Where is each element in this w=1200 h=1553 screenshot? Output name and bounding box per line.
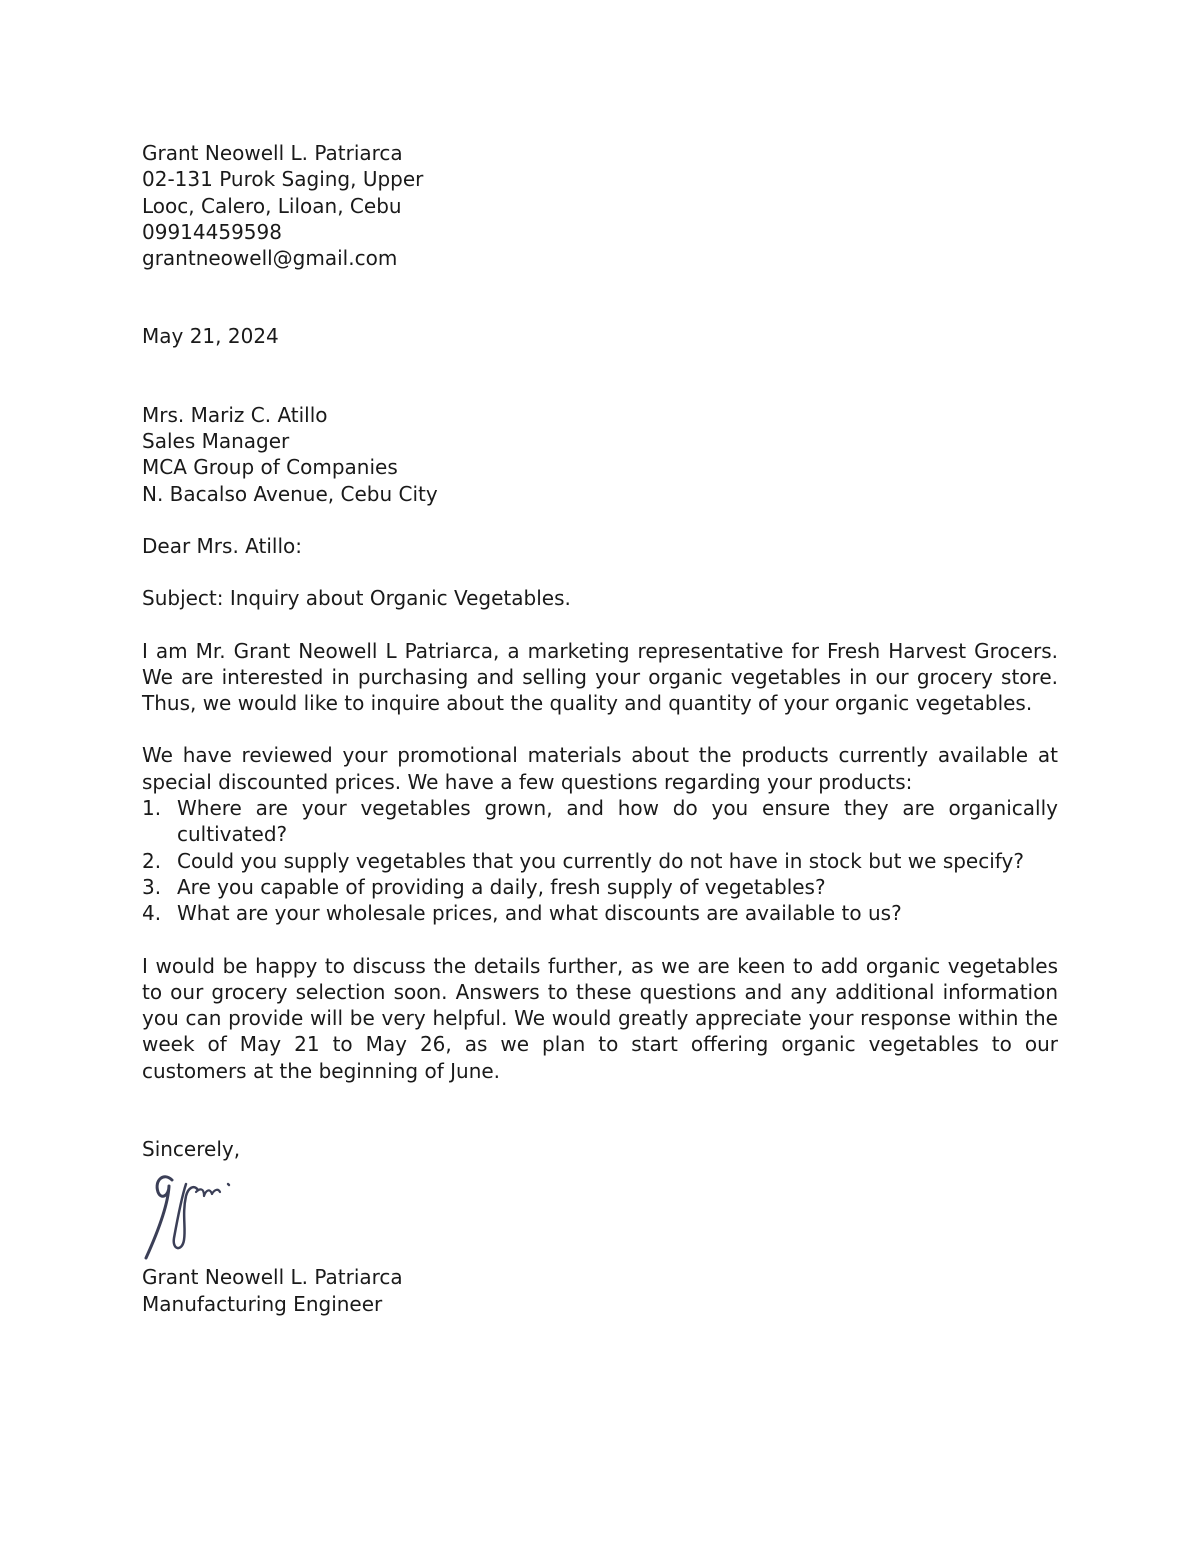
spacer — [142, 350, 1058, 402]
list-item-text: Are you capable of providing a daily, fresh supply of vegetables? — [177, 874, 826, 899]
list-item-text: Where are your vegetables grown, and how do you ensure they are organically cultivated? — [177, 796, 1058, 847]
recipient-address: N. Bacalso Avenue, Cebu City — [142, 481, 438, 506]
list-item-number: 1. — [142, 796, 162, 821]
list-item — [142, 874, 1058, 900]
list-item-text: What are your wholesale prices, and what discounts are available to us? — [177, 901, 902, 926]
spacer — [142, 1084, 1058, 1136]
list-item — [142, 900, 1058, 926]
list-item-number: 2. — [142, 848, 162, 873]
questions-list — [142, 795, 1058, 926]
spacer — [142, 559, 1058, 585]
list-item — [142, 795, 1058, 848]
list-item-number: 3. — [142, 874, 162, 899]
spacer — [142, 716, 1058, 742]
recipient-name: Mrs. Mariz C. Atillo — [142, 402, 328, 427]
signature-image — [142, 1166, 252, 1262]
spacer — [142, 612, 1058, 638]
list-item-text: Could you supply vegetables that you currently do not have in stock but we specify? — [177, 848, 1024, 873]
letter-page — [142, 140, 1058, 1317]
subject-line: Subject: Inquiry about Organic Vegetables. — [142, 586, 571, 611]
spacer — [142, 271, 1058, 323]
sender-address-line2: Looc, Calero, Liloan, Cebu — [142, 193, 402, 218]
list-item-number: 4. — [142, 901, 162, 926]
body-paragraph-3: I would be happy to discuss the details further, as we are keen to add organic vegetables to our grocery selection soon. Answers to these questions and any additional information you can provide will be very helpful. We would greatly appreciate your response within the week of May 21 to May 26, as we plan to start offering organic vegetables to our customers at the beginning of June. — [142, 953, 1058, 1083]
sender-email: grantneowell@gmail.com — [142, 246, 398, 271]
sender-block — [142, 140, 1058, 271]
sender-address-line1: 02-131 Purok Saging, Upper — [142, 167, 424, 192]
closing: Sincerely, — [142, 1137, 241, 1162]
spacer — [142, 507, 1058, 533]
letter-date: May 21, 2024 — [142, 324, 279, 349]
recipient-block — [142, 402, 1058, 507]
recipient-company: MCA Group of Companies — [142, 455, 398, 480]
body-paragraph-2: We have reviewed your promotional materials about the products currently available at special discounted prices. We have a few questions regarding your products: — [142, 743, 1058, 794]
sender-name: Grant Neowell L. Patriarca — [142, 141, 403, 165]
signer-title: Manufacturing Engineer — [142, 1291, 383, 1316]
body-paragraph-1: I am Mr. Grant Neowell L Patriarca, a marketing representative for Fresh Harvest Grocers. We are interested in purchasing and selling your organic vegetables in our grocery store. Thus, we would like to inquire about the quality and quantity of your organic vegetables. — [142, 638, 1058, 716]
spacer — [142, 927, 1058, 953]
salutation: Dear Mrs. Atillo: — [142, 533, 302, 558]
list-item — [142, 848, 1058, 874]
recipient-title: Sales Manager — [142, 429, 290, 454]
sender-phone: 09914459598 — [142, 219, 282, 244]
signer-name: Grant Neowell L. Patriarca — [142, 1265, 403, 1290]
